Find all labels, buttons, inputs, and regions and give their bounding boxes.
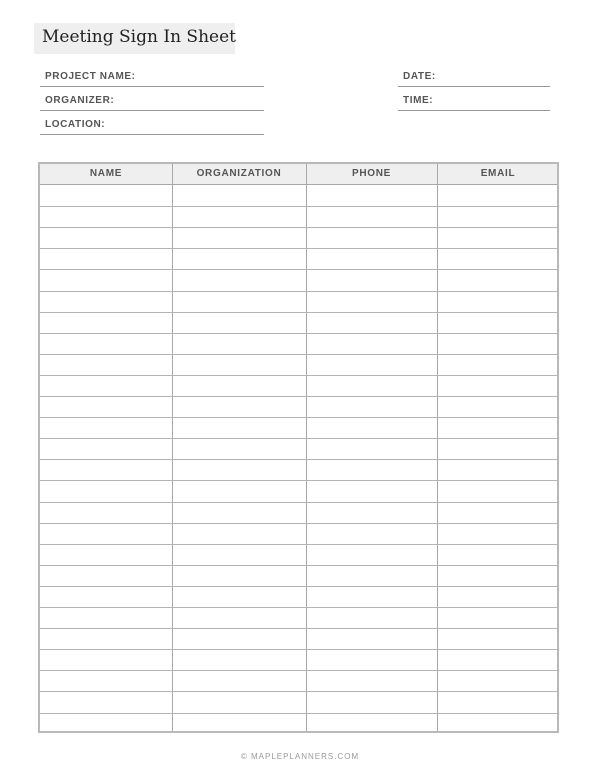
table-row-line bbox=[40, 333, 557, 334]
project-name-field[interactable] bbox=[40, 71, 264, 87]
organizer-field[interactable] bbox=[40, 95, 264, 111]
table-row-line bbox=[40, 649, 557, 650]
column-header-organization: ORGANIZATION bbox=[196, 168, 282, 179]
location-label: LOCATION: bbox=[45, 119, 106, 130]
column-header-email: EMAIL bbox=[480, 168, 516, 179]
table-row-line bbox=[40, 459, 557, 460]
table-row-line bbox=[40, 607, 557, 608]
table-row-line bbox=[40, 670, 557, 671]
date-field[interactable] bbox=[398, 71, 550, 87]
table-row-line bbox=[40, 502, 557, 503]
table-row-line bbox=[40, 691, 557, 692]
title-box bbox=[34, 23, 235, 54]
table-row-line bbox=[40, 438, 557, 439]
table-header bbox=[40, 164, 557, 185]
table-row-line bbox=[40, 312, 557, 313]
time-label: TIME: bbox=[403, 95, 434, 106]
table-row-line bbox=[40, 206, 557, 207]
project-name-label: PROJECT NAME: bbox=[45, 71, 136, 82]
table-row-line bbox=[40, 291, 557, 292]
date-label: DATE: bbox=[403, 71, 436, 82]
table-row-line bbox=[40, 354, 557, 355]
table-row-line bbox=[40, 248, 557, 249]
table-row-line bbox=[40, 523, 557, 524]
table-row-line bbox=[40, 227, 557, 228]
sign-in-table bbox=[38, 162, 559, 733]
table-row-line bbox=[40, 713, 557, 714]
table-row-line bbox=[40, 628, 557, 629]
location-field[interactable] bbox=[40, 119, 264, 135]
table-row-line bbox=[40, 586, 557, 587]
table-row-line bbox=[40, 480, 557, 481]
table-row-line bbox=[40, 269, 557, 270]
page-title: Meeting Sign In Sheet bbox=[42, 27, 236, 47]
table-row-line bbox=[40, 565, 557, 566]
column-header-name: NAME bbox=[89, 168, 123, 179]
footer-copyright: © MAPLEPLANNERS.COM bbox=[240, 752, 360, 761]
table-row-line bbox=[40, 417, 557, 418]
column-header-phone: PHONE bbox=[351, 168, 392, 179]
time-field[interactable] bbox=[398, 95, 550, 111]
table-row-line bbox=[40, 396, 557, 397]
table-row-line bbox=[40, 375, 557, 376]
organizer-label: ORGANIZER: bbox=[45, 95, 115, 106]
table-row-line bbox=[40, 544, 557, 545]
